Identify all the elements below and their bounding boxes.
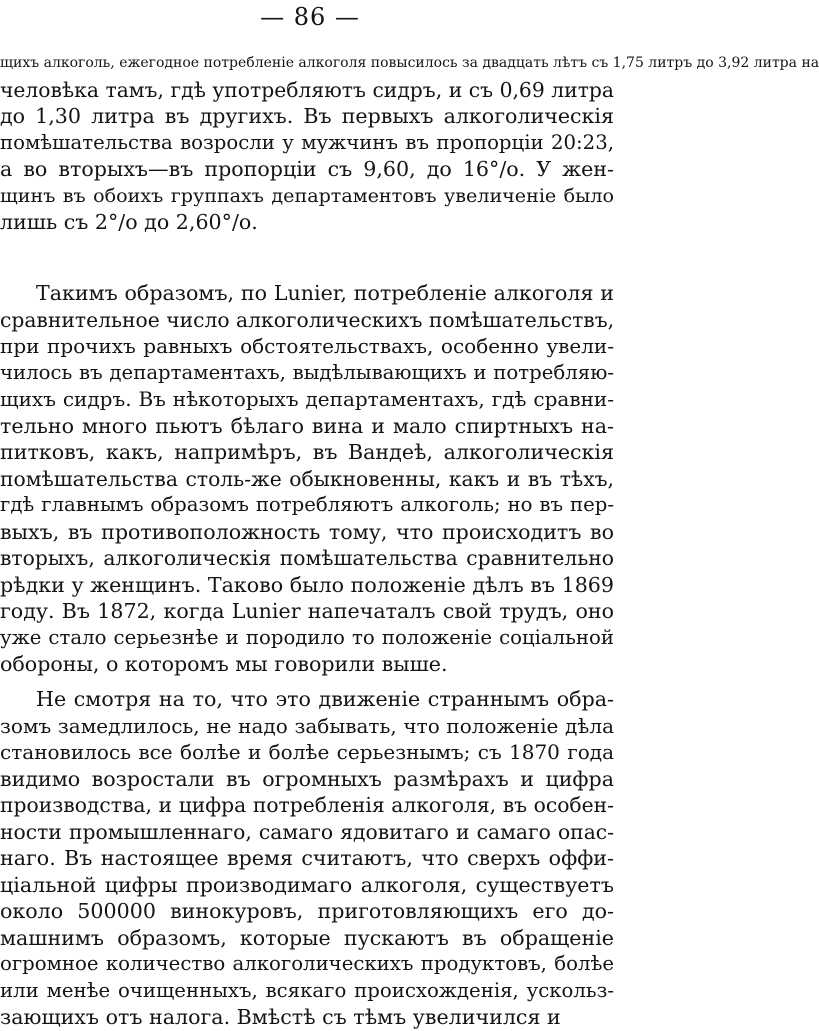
text-line: рѣдки у женщинъ. Таково было положеніе дѣлъ въ 1869 — [0, 572, 614, 597]
text-line: помѣшательства возросли у мужчинъ въ пропорціи 20:23, — [0, 130, 614, 154]
text-line: ціальной цифры производимаго алкоголя, существуетъ — [0, 872, 614, 897]
text-line: лишь съ 2°/о до 2,60°/о. — [0, 210, 258, 234]
text-line: вторыхъ, алкоголическія помѣшательства сравнительно — [0, 546, 614, 570]
paragraph-1 — [0, 50, 819, 236]
text-line: Такимъ образомъ, по Lunier, потребленіе алкоголя и — [36, 281, 614, 305]
text-line: Не смотря на то, что это движеніе страннымъ обра- — [36, 687, 614, 711]
text-line: машнимъ образомъ, которые пускаютъ въ обращеніе — [0, 925, 614, 950]
text-line: обороны, о которомъ мы говорили выше. — [0, 652, 448, 676]
text-line: уже стало серьезнѣе и породило то положеніе соціальной — [0, 625, 614, 649]
page-number: — 86 — — [260, 3, 360, 31]
text-line: становилось все болѣе и болѣе серьезнымъ; съ 1870 года — [0, 740, 614, 764]
text-line: гдѣ главнымъ образомъ потребляютъ алкоголь; но въ пер- — [0, 493, 614, 516]
text-line: щихъ алкоголь, ежегодное потребленіе алкоголя повысилось за двадцать лѣтъ съ 1,75 литръ до 3,92 литра на — [0, 55, 819, 71]
text-line: при прочихъ равныхъ обстоятельствахъ, особенно увели- — [0, 334, 614, 358]
text-line: выхъ, въ противоположность тому, что происходитъ во — [0, 519, 614, 544]
text-line: до 1,30 литра въ другихъ. Въ первыхъ алкоголическія — [0, 104, 614, 128]
paragraph-2 — [0, 280, 614, 678]
text-line: видимо возростали въ огромныхъ размѣрахъ и цифра — [0, 766, 614, 791]
text-line: щихъ сидръ. Въ нѣкоторыхъ департаментахъ, гдѣ сравни- — [0, 387, 614, 411]
text-line: щинъ въ обоихъ группахъ департаментовъ увеличеніе было — [0, 183, 614, 207]
text-line: человѣка тамъ, гдѣ употребляютъ сидръ, и съ 0,69 литра — [0, 77, 614, 102]
text-line: ности промышленнаго, самаго ядовитаго и самаго опас- — [0, 819, 614, 844]
text-line: или менѣе очищенныхъ, всякаго происхожденія, ускольз- — [0, 978, 614, 1002]
text-line: году. Въ 1872, когда Lunier напечаталъ свой трудъ, оно — [0, 599, 614, 623]
text-line: питковъ, какъ, напримѣръ, въ Вандеѣ, алкоголическія — [0, 440, 614, 464]
text-line: производства, и цифра потребленія алкоголя, въ особен- — [0, 793, 614, 817]
text-line: наго. Въ настоящее время считаютъ, что сверхъ оффи- — [0, 846, 614, 870]
text-line: а во вторыхъ—въ пропорціи съ 9,60, до 16°/о. У жен- — [0, 157, 614, 181]
text-line: зомъ замедлилось, не надо забывать, что положеніе дѣла — [0, 713, 614, 738]
paragraph-3 — [0, 686, 614, 1031]
text-line: около 500000 винокуровъ, приготовляющихъ его до- — [0, 899, 614, 923]
text-line: огромное количество алкоголическихъ продуктовъ, болѣе — [0, 952, 614, 975]
text-line: чилось въ департаментахъ, выдѣлывающихъ и потребляю- — [0, 360, 614, 384]
text-line: зающихъ отъ налога. Вмѣстѣ съ тѣмъ увеличился и — [0, 1005, 561, 1029]
text-line: сравнительное число алкоголическихъ помѣшательствъ, — [0, 307, 615, 332]
text-line: тельно много пьютъ бѣлаго вина и мало спиртныхъ на- — [0, 413, 614, 438]
text-line: помѣшательства столь-же обыкновенны, какъ и въ тѣхъ, — [0, 466, 614, 491]
